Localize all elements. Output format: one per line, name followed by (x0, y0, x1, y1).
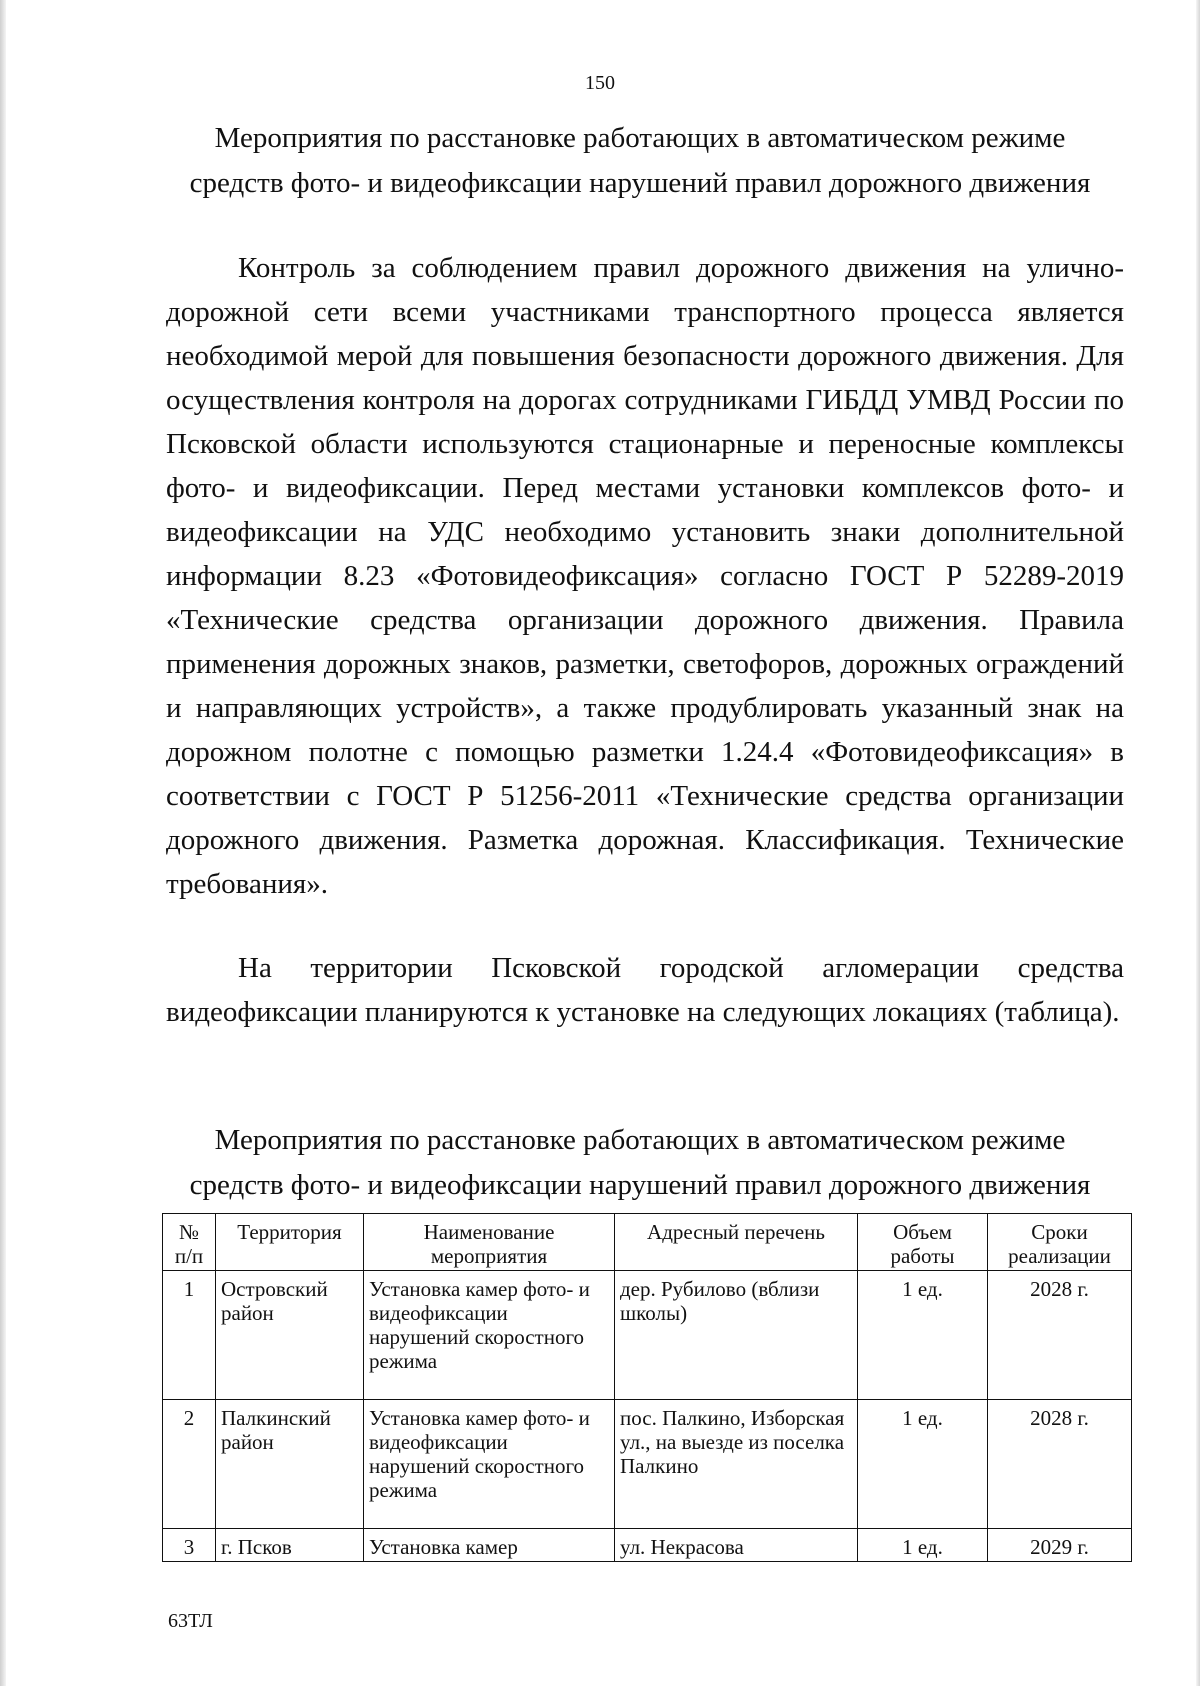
body-paragraph (166, 946, 1124, 1034)
cell-event-name: Установка камер фото- и видеофиксации нарушений скоростного режима (364, 1271, 615, 1400)
header-number: № п/п (163, 1214, 216, 1271)
cell-number: 3 (163, 1529, 216, 1562)
header-work-volume: Объем работы (858, 1214, 988, 1271)
cell-period: 2028 г. (988, 1271, 1132, 1400)
table-title-line: Мероприятия по расстановке работающих в автоматическом режиме (214, 1124, 1066, 1156)
cell-volume: 1 ед. (858, 1271, 988, 1400)
table-row (163, 1400, 1132, 1529)
cell-address: ул. Некрасова (615, 1529, 858, 1562)
header-implementation-period: Сроки реализации (988, 1214, 1132, 1271)
cell-event-name: Установка камер фото- и видеофиксации нарушений скоростного режима (364, 1400, 615, 1529)
cell-address: пос. Палкино, Изборская ул., на выезде из поселка Палкино (615, 1400, 858, 1529)
body-paragraph (166, 246, 1124, 906)
cell-event-name: Установка камер (364, 1529, 615, 1562)
cell-number: 1 (163, 1271, 216, 1400)
cell-address: дер. Рубилово (вблизи школы) (615, 1271, 858, 1400)
cell-period: 2029 г. (988, 1529, 1132, 1562)
cell-period: 2028 г. (988, 1400, 1132, 1529)
header-event-name: Наименование мероприятия (364, 1214, 615, 1271)
footer-code: 63ТЛ (168, 1610, 213, 1632)
table-row (163, 1529, 1132, 1562)
events-table (162, 1213, 1132, 1562)
cell-territory: Островский район (216, 1271, 364, 1400)
table-header-row (163, 1214, 1132, 1271)
table-row (163, 1271, 1132, 1400)
cell-number: 2 (163, 1400, 216, 1529)
cell-territory: г. Псков (216, 1529, 364, 1562)
scan-right-edge (1196, 0, 1200, 1686)
cell-volume: 1 ед. (858, 1400, 988, 1529)
body-paragraph-text: Контроль за соблюдением правил дорожного движения на улично-дорожной сети всеми участниками транспортного процесса является необходимой мерой для повышения безопасности дорожного движения. Для осуществления контроля на дорогах сотрудниками ГИБДД УМВД России по Псковской области используются стационарные и переносные комплексы фото- и видеофиксации. Перед местами установки комплексов фото- и видеофиксации на УДС необходимо установить знаки дополнительной информации 8.23 «Фотовидеофиксация» согласно ГОСТ Р 52289-2019 «Технические средства организации дорожного движения. Правила применения дорожных знаков, разметки, светофоров, дорожных ограждений и направляющих устройств», а также продублировать указанный знак на дорожном полотне с помощью разметки 1.24.4 «Фотовидеофиксация» в соответствии с ГОСТ Р 51256-2011 «Технические средства организации дорожного движения. Разметка дорожная. Классификация. Технические требования». (166, 252, 1124, 900)
page-number: 150 (585, 72, 615, 94)
section-title (120, 116, 1160, 206)
table-title-line: средств фото- и видеофиксации нарушений правил дорожного движения (189, 1169, 1091, 1201)
body-paragraph-text: На территории Псковской городской агломерации средства видеофиксации планируются к установке на следующих локациях (таблица). (166, 952, 1124, 1028)
section-title-line: Мероприятия по расстановке работающих в автоматическом режиме (214, 122, 1066, 154)
cell-volume: 1 ед. (858, 1529, 988, 1562)
header-address-list: Адресный перечень (615, 1214, 858, 1271)
scan-left-edge (0, 0, 6, 1686)
section-title-line: средств фото- и видеофиксации нарушений правил дорожного движения (189, 167, 1091, 199)
table-title (120, 1118, 1160, 1208)
cell-territory: Палкинский район (216, 1400, 364, 1529)
header-territory: Территория (216, 1214, 364, 1271)
